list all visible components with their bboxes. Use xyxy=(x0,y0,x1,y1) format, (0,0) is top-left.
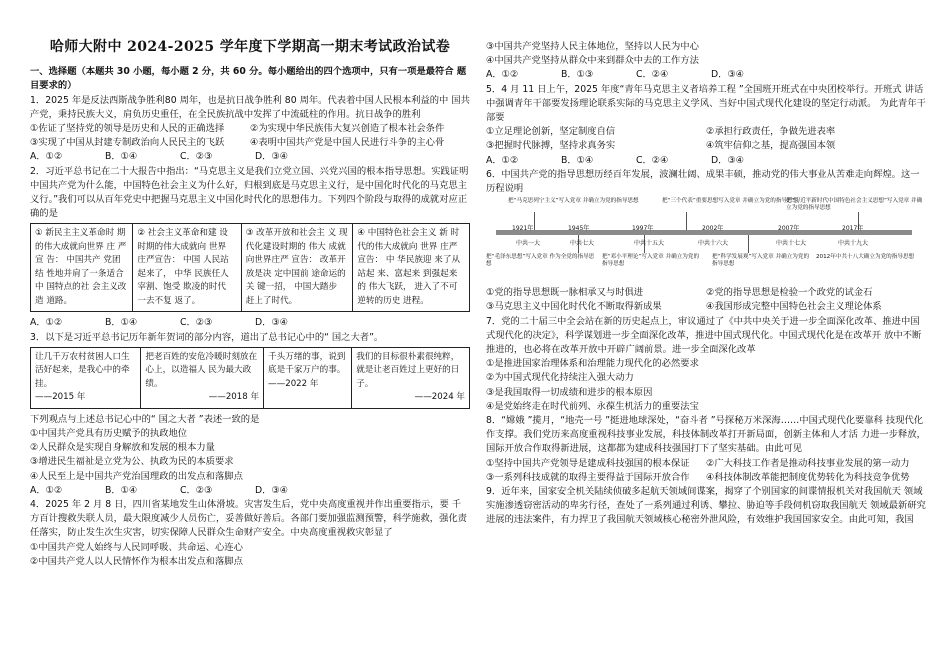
quote-cell xyxy=(352,347,470,408)
answer-choice: A．①② xyxy=(30,151,63,163)
q9-stem: 9．近年来，国家安全机关陆续侦破多起航天领域间谍案，揭穿了个别国家的间谍情报机关对我国航天 领域实施渗透窃密活动的卑劣行径，查处了一系列通过利诱、攀拉、胁迫等手段伺机窃取我国航天 领域最新研究进展的违法案件，有力捍卫了我国航天领域核心秘密外泄风险，有效维护我国国家安全。由此可知，我国 xyxy=(486,486,926,526)
question-1 xyxy=(30,94,470,165)
q2-stem: 2．习近平总书记在二十大报告中指出：“马克思主义是我们立党立国、兴党兴国的根本指导思想。实践证明中国共产党为什么能，中国特色社会主义为什么好，归根到底是马克思主义行，是中国化时代化的马克思主义行。”我们可以从百年党史中把握马克思主义中国化时代化的思想伟力。下列四个阶段与取得的成就对应正确的是 xyxy=(30,165,469,220)
stage-cell: ③ 改革开放和社会主 义 现代化建设时期的 伟大 成就向世界庄严 宣告： 改革开放是决 定中国前 途命运的关 键一招， 中国大踏步 赶上了时代。 xyxy=(241,224,353,312)
timeline-year: 1921年 xyxy=(512,225,534,233)
stage-cell: ① 新民主主义革命时 期 的伟大成就向世界 庄 严 宣 告： 中国共产 党团结 性地并肩了一条适合中 国特点的社 会主义改造 道路。 xyxy=(31,224,133,312)
question-4 xyxy=(30,498,470,569)
answer-choice: C．②③ xyxy=(180,151,213,163)
q8-stem: 8．“嫦娥 ”揽月，“地壳一号 ”挺进地球深处，“奋斗者 ”号探秘万米深海……中国式现代化要靠科 技现代化作支撑。我们党历来高度重视科技事业发展，科技体制改革打开新局面，创新主体和人才活 力进一步释放，国际开放合作取得新进展，这都都为建成科技强国打下了坚实基础。由此可见 xyxy=(486,415,926,455)
quote-cell xyxy=(264,347,352,408)
page-title: 哈师大附中 2024-2025 学年度下学期高一期末考试政治试卷 xyxy=(49,39,451,55)
q5-stem: 5．4 月 11 日上午，2025 年度“青年马克思主义者培养工程 ”全国班开班式在中央团校举行。开班式 讲话中强调青年干部要发扬理论联系实际的马克思主义学风、当好中国式现代化建设的坚定行动派。 为此青年干部要 xyxy=(486,83,926,124)
question-6 xyxy=(486,168,926,315)
option: ④是党始终走在时代前列、永葆生机活力的重要法宝 xyxy=(486,400,699,412)
quote-year: ——2018 年 xyxy=(208,392,260,403)
timeline-congress: 中共十五大 xyxy=(634,240,665,248)
timeline-congress: 中共十七大 xyxy=(776,240,807,248)
right-column xyxy=(486,40,926,528)
timeline-note: 2012年中共十八大确立为党的指导思想 xyxy=(816,254,915,261)
quote-cell xyxy=(31,347,141,408)
quote-text: 把老百姓的安危冷暖时刻放在心上，以造福人 民为最大政绩。 xyxy=(145,351,258,389)
option: ③实现了中国从封建专制政治向人民民主的飞跃 xyxy=(30,137,225,149)
timeline-congress: 中共一大 xyxy=(516,240,541,248)
option: ④筑牢信仰之基，提高强国本领 xyxy=(706,140,836,152)
option: ①中国共产党人始终与人民同呼吸、共命运、心连心 xyxy=(30,541,243,553)
answer-choice: B．①④ xyxy=(105,151,138,163)
timeline-year: 1997年 xyxy=(632,225,654,233)
answer-choice: C．②④ xyxy=(636,154,669,166)
quote-text: 让几千万农村贫困人口生活好起来，是我心中的牵挂。 xyxy=(35,351,130,389)
q4-answers xyxy=(486,68,786,82)
option: ④中国共产党坚持从群众中来到群众中去的工作方法 xyxy=(486,55,699,67)
option: ②为中国式现代化持续注入强大动力 xyxy=(486,372,634,384)
option: ②党的指导思想是检验一个政党的试金石 xyxy=(706,287,873,299)
quote-cell xyxy=(141,347,264,408)
option: ③把握时代脉搏，坚持求真务实 xyxy=(486,140,616,152)
stage-cell: ② 社会主义革命和建 设 时期的伟大成就向 世界 庄严宣告： 中国 人民站 起来了， 中华 民族任人 宰割、饱受 欺凌的时代 一去不复 返了。 xyxy=(133,224,241,312)
option: ②人民群众是实现自身解放和发展的根本力量 xyxy=(30,442,215,454)
timeline-label: 把“毛泽东思想”写入党章 作为全党的指导思想 xyxy=(486,254,595,268)
option: ④我国形成完整中国特色社会主义理论体系 xyxy=(706,301,882,313)
option: ①党的指导思想既一脉相承又与时俱进 xyxy=(486,287,644,299)
option: ③马克思主义中国化时代化不断取得新成果 xyxy=(486,301,662,313)
quote-year: ——2024 年 xyxy=(414,392,465,403)
q5-options xyxy=(486,125,926,153)
option: ③增进民生福祉是立党为公、执政为民的本质要求 xyxy=(30,456,234,468)
q2-stage-table xyxy=(30,223,470,312)
answer-choice: C．②③ xyxy=(180,484,213,496)
quote-text: 我们的目标很朴素很纯粹，就是让老百姓过上更好的日子。 xyxy=(356,351,460,389)
option: ①立足理论创新，坚定制度自信 xyxy=(486,126,616,138)
q2-answers xyxy=(30,316,330,330)
timeline-year: 2002年 xyxy=(702,225,724,233)
answer-choice: C．②③ xyxy=(180,317,213,329)
option: ③是我国取得一切成绩和进步的根本原因 xyxy=(486,386,653,398)
option: ④表明中国共产党是中国人民进行斗争的主心骨 xyxy=(250,137,445,149)
question-5 xyxy=(486,83,926,168)
timeline-year: 2007年 xyxy=(778,225,800,233)
option: ②为实现中华民族伟大复兴创造了根本社会条件 xyxy=(250,123,445,135)
timeline-year: 2017年 xyxy=(842,225,864,233)
option: ④科技体制改革能把制度优势转化为科技竞争优势 xyxy=(706,471,910,483)
option: ③一系列科技成就的取得主要得益于国际开放合作 xyxy=(486,471,690,483)
q3-answers xyxy=(30,484,330,498)
q6-timeline xyxy=(486,198,926,282)
answer-choice: A．①② xyxy=(486,154,519,166)
answer-choice: D．③④ xyxy=(255,317,289,329)
q3-follow: 下列观点与上述总书记心中的“ 国之大者 ”表述一致的是 xyxy=(30,413,260,425)
answer-choice: A．①② xyxy=(30,317,63,329)
option: ②中国共产党人以人民情怀作为根本出发点和落脚点 xyxy=(30,555,243,567)
quote-year: ——2022 年 xyxy=(268,378,319,389)
answer-choice: D．③④ xyxy=(711,69,745,81)
q1-options xyxy=(30,122,470,150)
stage-cell: ④ 中国特色社会主义 新 时代的伟大成就向 世界 庄严宣告： 中 华民族迎 来了从站起 来、富起来 到强起来的 伟大飞跃， 进入了不可 逆转的历史 进程。 xyxy=(353,224,470,312)
question-8 xyxy=(486,414,926,485)
section-heading: 一、选择题（本题共 30 小题，每小题 2 分，共 60 分。每小题给出的四个选项中，只有一项是最符合 题目要求的） xyxy=(30,66,467,92)
timeline-year: 1945年 xyxy=(568,225,590,233)
quote-year: ——2015 年 xyxy=(35,392,86,403)
option: ①是推进国家治理体系和治理能力现代化的必然要求 xyxy=(486,358,699,370)
answer-choice: D．③④ xyxy=(255,484,289,496)
option: ③中国共产党坚持人民主体地位，坚持以人民为中心 xyxy=(486,41,699,52)
answer-choice: A．①② xyxy=(486,69,519,81)
q3-stem: 3．以下是习近平总书记历年新年贺词的部分内容，道出了总书记心中的“ 国之大者”。 xyxy=(30,331,384,343)
timeline-label: 把“马克思列宁主义”写入党章 并确立为党的指导思想 xyxy=(508,198,639,205)
answer-choice: B．①④ xyxy=(105,484,138,496)
quote-text: 千头万绪的事，说到底是千家万户的事。 xyxy=(268,351,346,376)
q1-answers xyxy=(30,150,330,164)
timeline-congress: 中共七大 xyxy=(570,240,595,248)
q8-options xyxy=(486,457,926,485)
q1-stem: 1．2025 年是反法西斯战争胜利80 周年，也是抗日战争胜利 80 周年。代表着中国人民根本利益的中 国共产党，秉持民族大义，肩负历史重任，在全民族抗战中发挥了中流砥柱的作用。抗日战争的胜利 xyxy=(30,94,470,120)
answer-choice: B．①④ xyxy=(105,317,138,329)
q4-stem: 4．2025 年 2 月 8 日，四川省某地发生山体滑坡。灾害发生后，党中央高度重视并作出重要指示，要 千方百计搜救失联人员，最大限度减少人员伤亡，妥善做好善后。各部门要加强监测预警，科学施救，强化责任落实，防止发生次生灾害，切实保障人民群众生命财产安全。中央高度重视救灾彰显了 xyxy=(30,499,467,539)
question-9 xyxy=(486,485,926,528)
timeline-label: 把“三个代表”重要思想写入党章 并确立为党的指导思想 xyxy=(662,198,799,205)
q3-quote-table xyxy=(30,347,470,409)
question-2 xyxy=(30,165,470,331)
question-7 xyxy=(486,315,926,414)
option: ①坚持中国共产党领导是建成科技强国的根本保证 xyxy=(486,457,690,469)
option: ②承担行政责任，争做先进表率 xyxy=(706,126,836,138)
answer-choice: A．①② xyxy=(30,484,63,496)
option: ①佐证了坚持党的领导是历史和人民的正确选择 xyxy=(30,123,225,135)
timeline-label: 把“科学发展观”写入党章 并确立为党的指导思想 xyxy=(712,254,810,268)
answer-choice: C．②④ xyxy=(636,69,669,81)
q6-options xyxy=(486,286,926,314)
option: ①中国共产党具有历史赋予的执政地位 xyxy=(30,428,188,440)
question-3 xyxy=(30,331,470,498)
timeline-congress: 中共十六大 xyxy=(698,240,729,248)
answer-choice: B．①④ xyxy=(561,154,594,166)
option: ④人民至上是中国共产党治国理政的出发点和落脚点 xyxy=(30,470,243,482)
timeline-congress: 中共十九大 xyxy=(838,240,869,248)
answer-choice: D．③④ xyxy=(711,154,745,166)
answer-choice: B．①③ xyxy=(561,69,594,81)
answer-choice: D．③④ xyxy=(255,151,289,163)
option: ②广大科技工作者是推动科技事业发展的第一动力 xyxy=(706,457,910,469)
timeline-label: 把“习近平新时代中国特色社会主义思想”写入党章 并确立为党的指导思想 xyxy=(786,198,923,212)
timeline-label: 把“邓小平理论”写入党章 并确立为党的指导思想 xyxy=(602,254,700,268)
left-column xyxy=(30,0,470,569)
q7-stem: 7．党的二十届三中全会站在新的历史起点上，审议通过了《中共中央关于进一步全面深化改革、推进中国式现代化的决定》，科学谋划进一步全面深化改革，推进中国式现代化。中国式现代化是在改革开 放中不断推进的，也必将在改革开放中开辟广阔前景。进一步全面深化改革 xyxy=(486,315,922,356)
q6-stem: 6．中国共产党的指导思想历经百年发展，波澜壮阔、成果丰硕，推动党的伟大事业从苦难走向辉煌。这一历程说明 xyxy=(486,168,920,195)
q5-answers xyxy=(486,154,786,168)
